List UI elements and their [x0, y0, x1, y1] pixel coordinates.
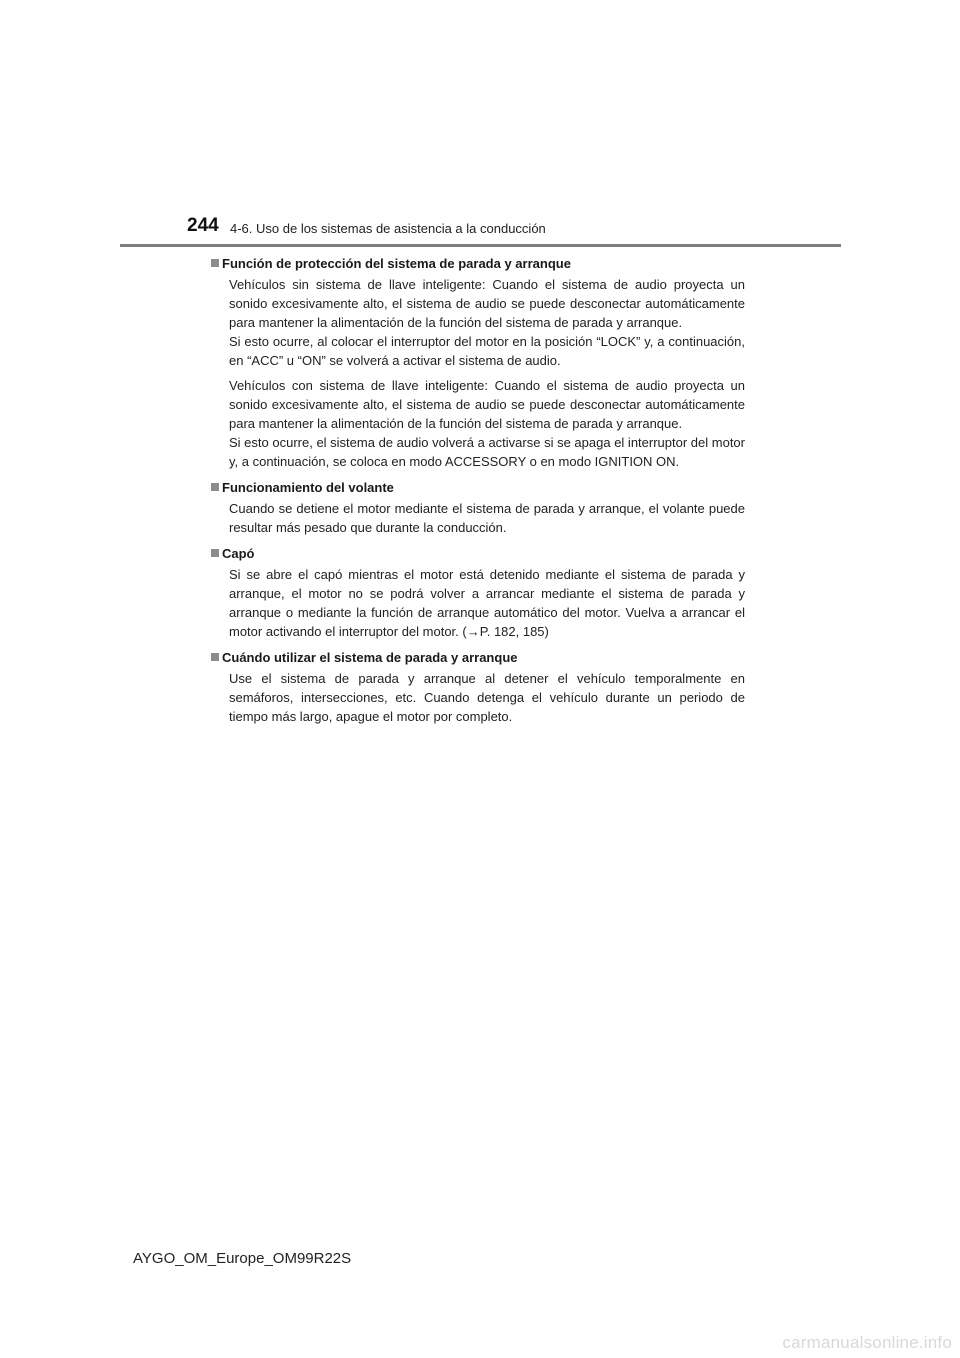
watermark-text: carmanualsonline.info [782, 1333, 952, 1352]
square-bullet-icon [211, 483, 219, 491]
paragraph-text: Vehículos sin sistema de llave inteligente: Cuando el sistema de audio proyecta un sonido excesivamente alto, el sistema de audio se puede desconectar automáticamente para mantener la alimentación de la función del sistema de parada y arranque. [229, 277, 745, 330]
paragraph-text: Vehículos con sistema de llave inteligente: Cuando el sistema de audio proyecta un sonido excesivamente alto, el sistema de audio se puede desconectar automáticamente para mantener la alimentación de la función del sistema de parada y arranque. [229, 378, 745, 431]
section-heading [210, 254, 745, 273]
section-hood [210, 544, 745, 641]
page-content [210, 254, 745, 733]
square-bullet-icon [211, 549, 219, 557]
section-heading [210, 648, 745, 667]
section-steering-wheel [210, 478, 745, 537]
square-bullet-icon [211, 653, 219, 661]
paragraph-text: Cuando se detiene el motor mediante el sistema de parada y arranque, el volante puede resultar más pesado que durante la conducción. [229, 501, 745, 535]
section-heading-text: Funcionamiento del volante [222, 480, 394, 495]
page-number: 244 [187, 215, 219, 236]
section-title: 4-6. Uso de los sistemas de asistencia a la conducción [230, 221, 546, 236]
paragraph [229, 499, 745, 537]
section-when-to-use [210, 648, 745, 726]
paragraph-text: Si esto ocurre, el sistema de audio volverá a activarse si se apaga el interruptor del motor y, a continuación, se coloca en modo ACCESSORY o en modo IGNITION ON. [229, 435, 745, 469]
paragraph [229, 376, 745, 471]
paragraph [229, 669, 745, 726]
section-heading-text: Cuándo utilizar el sistema de parada y arranque [222, 650, 518, 665]
paragraph-text: Si esto ocurre, al colocar el interruptor del motor en la posición “LOCK” y, a continuación, en “ACC” u “ON” se volverá a activar el sistema de audio. [229, 334, 745, 368]
header-divider [120, 244, 841, 247]
section-heading-text: Capó [222, 546, 255, 561]
paragraph [229, 565, 745, 641]
paragraph-text: Use el sistema de parada y arranque al detener el vehículo temporalmente en semáforos, intersecciones, etc. Cuando detenga el vehículo durante un periodo de tiempo más largo, apague el motor por completo. [229, 671, 745, 724]
section-stop-start-protection [210, 254, 745, 471]
section-heading [210, 544, 745, 563]
paragraph-text: Si se abre el capó mientras el motor está detenido mediante el sistema de parada y arranque, el motor no se podrá volver a arrancar mediante el sistema de parada y arranque o mediante la función de arranque automático del motor. Vuelva a arrancar el motor activando el interruptor del motor. (→P. 182, 185) [229, 567, 745, 639]
footer-doc-code: AYGO_OM_Europe_OM99R22S [133, 1250, 352, 1267]
square-bullet-icon [211, 259, 219, 267]
section-heading [210, 478, 745, 497]
paragraph [229, 275, 745, 370]
section-heading-text: Función de protección del sistema de parada y arranque [222, 256, 571, 271]
